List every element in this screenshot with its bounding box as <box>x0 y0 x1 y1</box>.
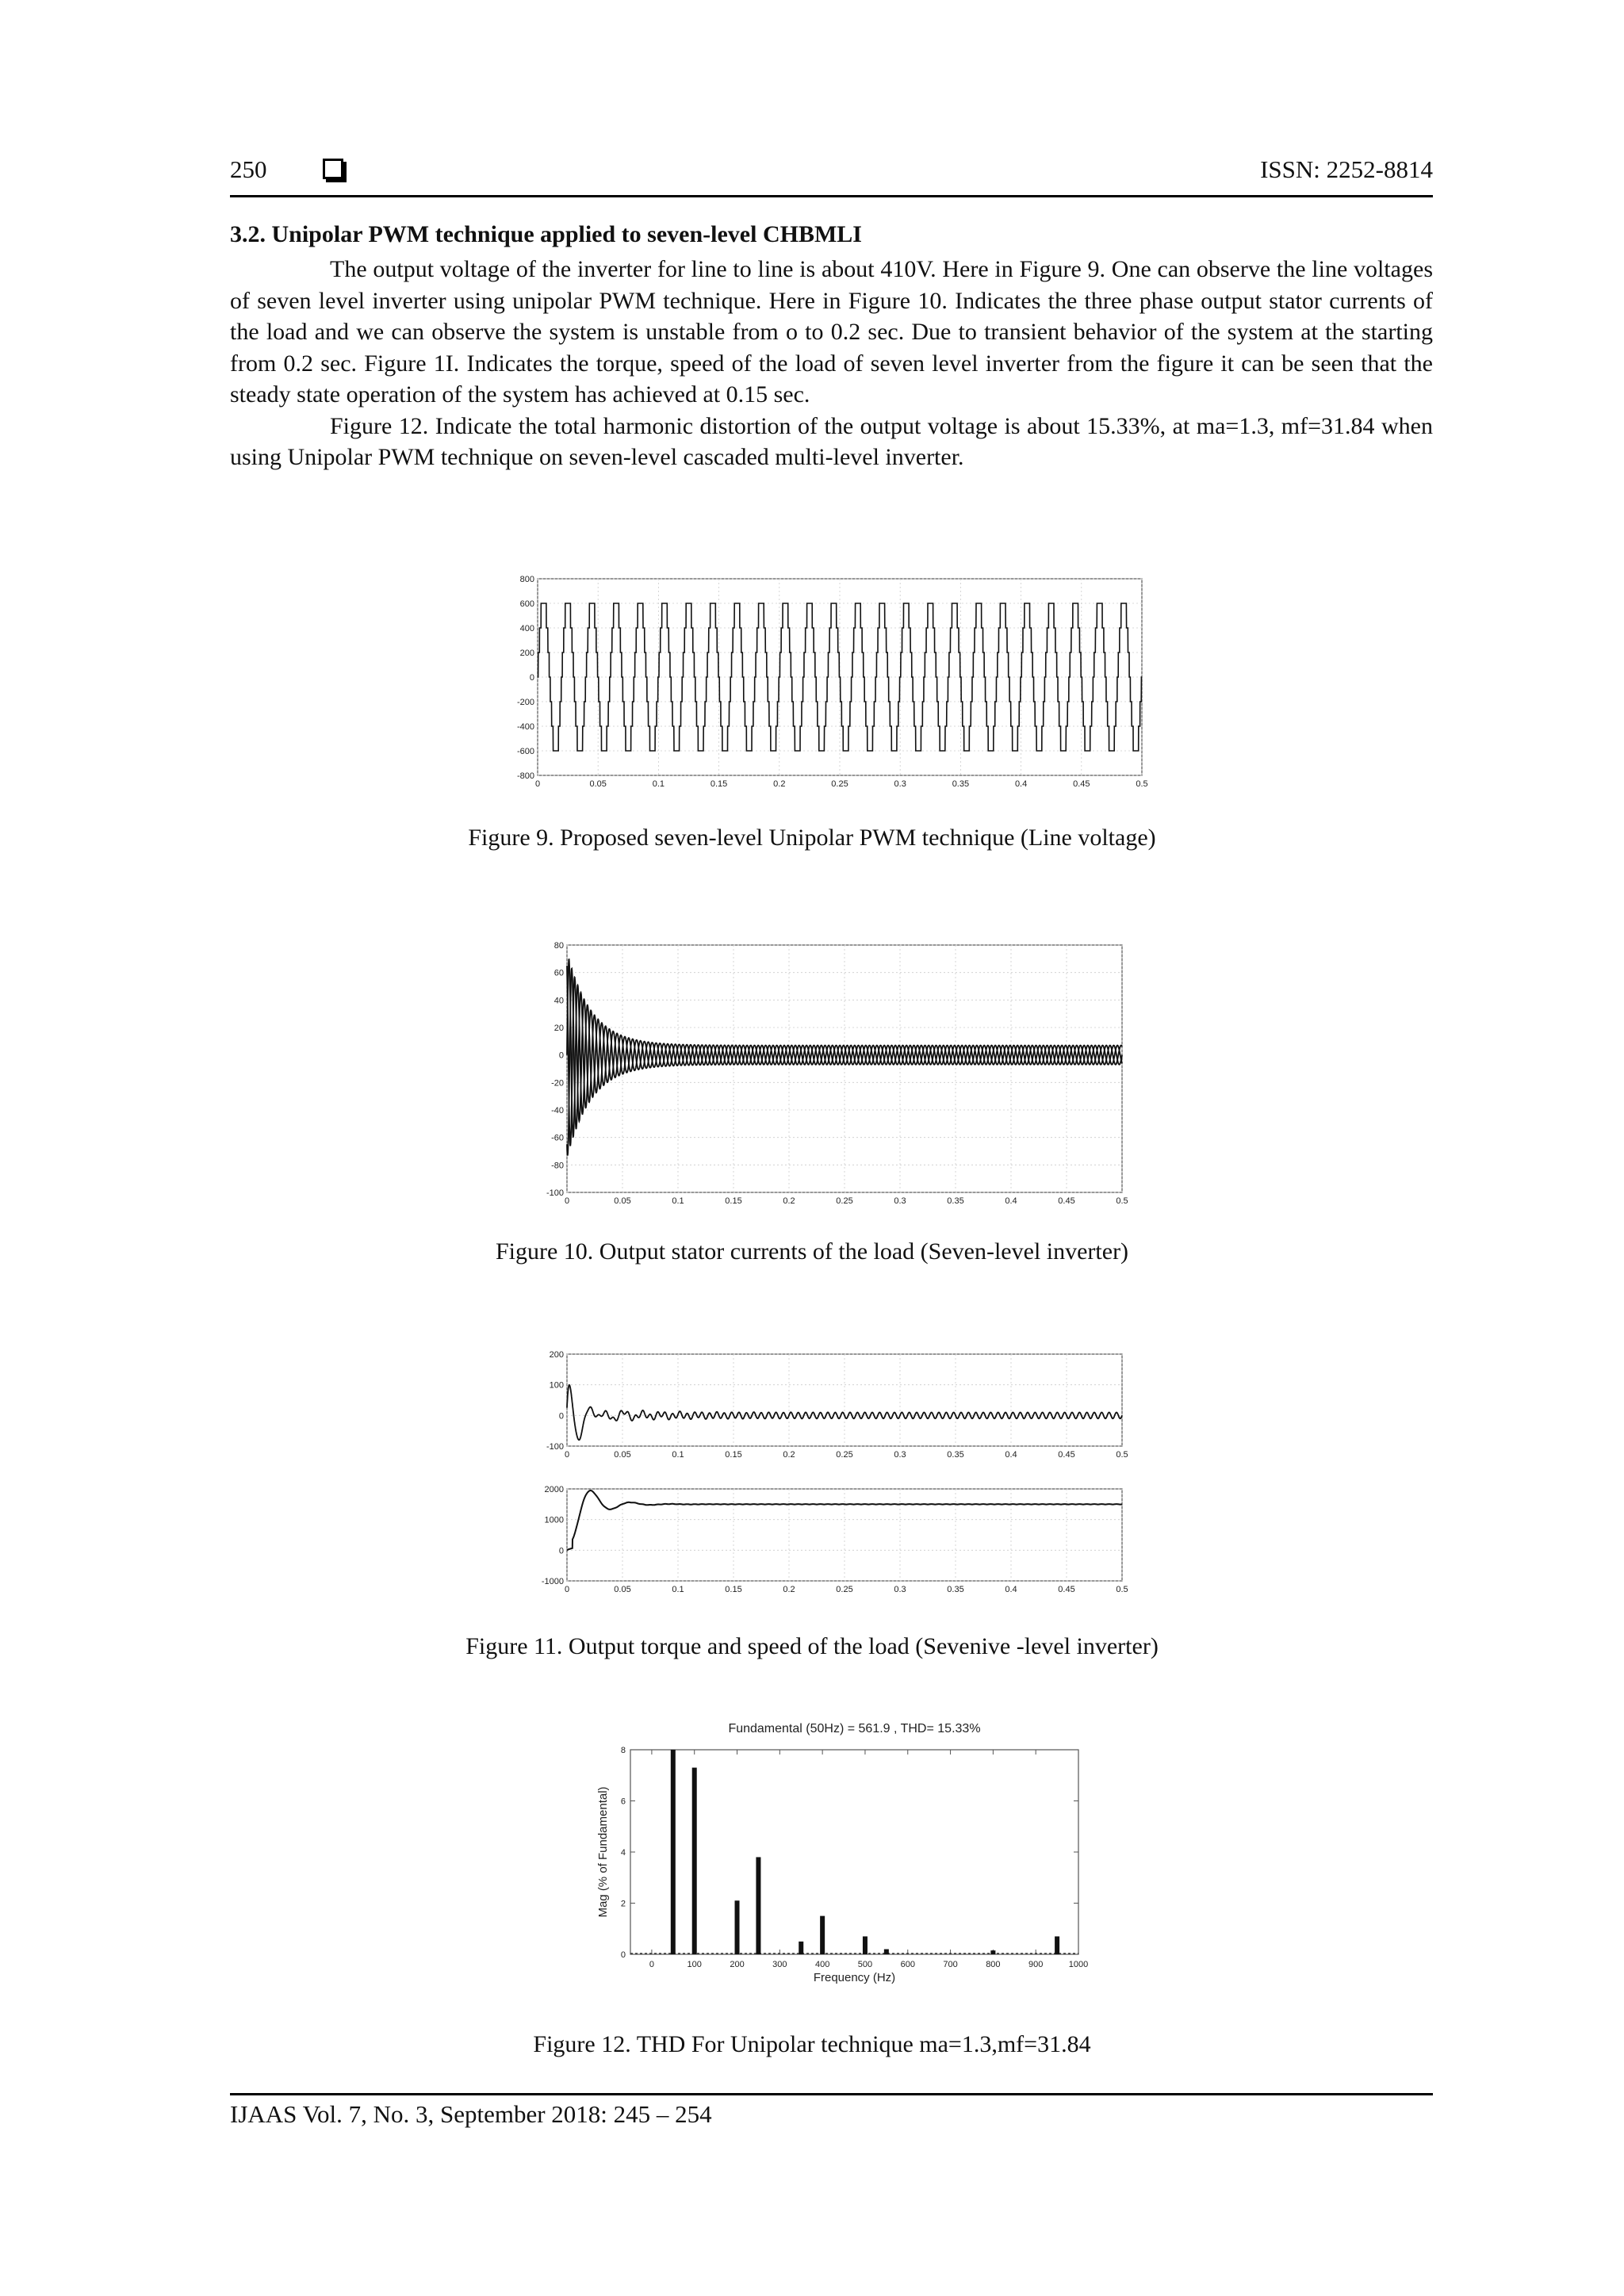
harmonic-bar <box>692 1768 697 1954</box>
issn: ISSN: 2252-8814 <box>1260 155 1433 183</box>
footer-journal-info: IJAAS Vol. 7, No. 3, September 2018: 245 – 254 <box>230 2100 712 2128</box>
y-tick-label: 1000 <box>544 1515 564 1525</box>
y-tick-label: 200 <box>549 1350 564 1360</box>
y-tick-label: 2 <box>620 1899 626 1909</box>
y-axis-label: Mag (% of Fundamental) <box>596 1786 610 1918</box>
harmonic-bar <box>1055 1936 1059 1954</box>
figure-11-speed <box>535 1483 1138 1601</box>
x-tick-label: 500 <box>857 1960 873 1969</box>
x-tick-label: 300 <box>772 1960 787 1969</box>
harmonic-bar <box>820 1916 825 1954</box>
x-tick-label: 0.15 <box>725 1196 742 1206</box>
y-tick-label: 800 <box>519 575 534 584</box>
chart-title: Fundamental (50Hz) = 561.9 , THD= 15.33% <box>728 1722 981 1735</box>
x-tick-label: 0.3 <box>894 1196 906 1206</box>
header-square-icon <box>323 159 343 179</box>
section-3-2 <box>230 219 1433 473</box>
x-tick-label: 0.4 <box>1005 1196 1017 1206</box>
x-tick-label: 600 <box>900 1960 915 1969</box>
x-tick-label: 0.15 <box>710 779 728 789</box>
x-tick-label: 0.25 <box>831 779 848 789</box>
y-tick-label: -800 <box>516 771 534 781</box>
x-tick-label: 0 <box>564 1196 570 1206</box>
x-tick-label: 0.35 <box>947 1585 964 1594</box>
x-tick-label: 0.4 <box>1005 1585 1017 1594</box>
y-tick-label: 8 <box>620 1746 626 1755</box>
x-tick-label: 0.05 <box>614 1196 631 1206</box>
figure-11-torque <box>535 1348 1138 1463</box>
y-tick-label: -100 <box>546 1442 564 1452</box>
y-tick-label: 0 <box>620 1950 626 1960</box>
x-tick-label: 0.15 <box>725 1450 742 1460</box>
figure-10 <box>535 936 1138 1213</box>
page-number: 250 <box>230 155 267 183</box>
y-tick-label: 0 <box>558 1546 564 1556</box>
page-footer <box>230 2093 1433 2129</box>
harmonic-bar <box>735 1900 740 1954</box>
x-tick-label: 0.1 <box>672 1585 684 1594</box>
y-tick-label: 6 <box>620 1797 626 1807</box>
figure-9 <box>508 569 1158 799</box>
figure-12 <box>567 1716 1106 2002</box>
x-tick-label: 0.4 <box>1014 779 1028 789</box>
harmonic-bar <box>756 1857 760 1954</box>
y-tick-label: 80 <box>553 941 564 951</box>
x-tick-label: 0.5 <box>1116 1585 1128 1594</box>
harmonic-bar <box>863 1936 868 1954</box>
x-tick-label: 0.1 <box>672 1196 684 1206</box>
x-tick-label: 0.45 <box>1073 779 1090 789</box>
x-tick-label: 0.3 <box>894 1585 906 1594</box>
y-tick-label: -20 <box>551 1078 564 1089</box>
figure-12-chart <box>567 1716 1106 2002</box>
x-tick-label: 0.35 <box>947 1196 964 1206</box>
x-tick-label: 0.05 <box>614 1450 631 1460</box>
y-tick-label: 40 <box>553 996 564 1006</box>
x-tick-label: 0.2 <box>783 1450 795 1460</box>
figure-10-caption: Figure 10. Output stator currents of the load (Seven-level inverter) <box>495 1238 1129 1265</box>
paragraph-2: Figure 12. Indicate the total harmonic distortion of the output voltage is about 15.33%, at ma=1.3, mf=31.84 when using Unipolar PWM technique on seven-level cascaded multi-level inverter. <box>230 412 1433 470</box>
figure-10-chart <box>535 936 1138 1213</box>
y-tick-label: 100 <box>549 1380 564 1391</box>
y-tick-label: 200 <box>519 649 534 658</box>
figure-11-caption: Figure 11. Output torque and speed of the load (Sevenive -level inverter) <box>465 1633 1159 1659</box>
harmonic-bar <box>884 1950 889 1954</box>
y-tick-label: -100 <box>546 1188 564 1198</box>
x-tick-label: 0 <box>564 1450 570 1460</box>
y-tick-label: -80 <box>551 1161 564 1171</box>
y-tick-label: 20 <box>553 1024 564 1033</box>
x-tick-label: 900 <box>1028 1960 1044 1969</box>
y-tick-label: -1000 <box>541 1577 564 1586</box>
x-tick-label: 0.15 <box>725 1585 742 1594</box>
x-tick-label: 0.1 <box>652 779 665 789</box>
x-tick-label: 0.25 <box>836 1585 853 1594</box>
x-tick-label: 0.45 <box>1058 1585 1075 1594</box>
x-tick-label: 0.45 <box>1058 1196 1075 1206</box>
plot-area <box>630 1750 1078 1954</box>
x-tick-label: 0.5 <box>1116 1450 1128 1460</box>
figure-9-caption: Figure 9. Proposed seven-level Unipolar PWM technique (Line voltage) <box>468 825 1156 851</box>
harmonic-bar <box>671 1750 676 1954</box>
x-tick-label: 200 <box>730 1960 745 1969</box>
y-tick-label: 400 <box>519 624 534 633</box>
y-tick-label: 600 <box>519 599 534 609</box>
x-tick-label: 0 <box>649 1960 654 1969</box>
x-tick-label: 700 <box>943 1960 958 1969</box>
y-tick-label: 0 <box>529 673 534 683</box>
y-tick-label: 0 <box>558 1050 564 1061</box>
section-heading: 3.2. Unipolar PWM technique applied to seven-level CHBMLI <box>230 221 862 247</box>
x-tick-label: 0.4 <box>1005 1450 1017 1460</box>
x-tick-label: 0.2 <box>783 1196 795 1206</box>
plot-area <box>567 1354 1122 1446</box>
y-tick-label: 4 <box>620 1848 626 1858</box>
x-axis-label: Frequency (Hz) <box>813 1971 896 1984</box>
x-tick-label: 0.1 <box>672 1450 684 1460</box>
x-tick-label: 0.2 <box>783 1585 795 1594</box>
y-tick-label: 2000 <box>544 1485 564 1494</box>
figure-11-torque-chart <box>535 1348 1138 1463</box>
x-tick-label: 0 <box>564 1585 570 1594</box>
x-tick-label: 0.25 <box>836 1450 853 1460</box>
harmonic-bar <box>990 1950 995 1954</box>
x-tick-label: 0.5 <box>1136 779 1148 789</box>
y-tick-label: 60 <box>553 968 564 978</box>
y-tick-label: -60 <box>551 1133 564 1143</box>
x-tick-label: 0.05 <box>589 779 607 789</box>
x-tick-label: 0.35 <box>947 1450 964 1460</box>
harmonic-bar <box>799 1942 803 1954</box>
y-tick-label: -400 <box>516 722 534 732</box>
x-tick-label: 0.25 <box>836 1196 853 1206</box>
x-tick-label: 0.45 <box>1058 1450 1075 1460</box>
paragraph-1: The output voltage of the inverter for line to line is about 410V. Here in Figure 9. One can observe the line voltages of seven level inverter using unipolar PWM technique. Here in Figure 10. Indicates the three phase output stator currents of the load and we can observe the system is unstable from o to 0.2 sec. Due to transient behavior of the system at the starting from 0.2 sec. Figure 1I. Indicates the torque, speed of the load of seven level inverter from the figure it can be seen that the steady state operation of the system has achieved at 0.15 sec. <box>230 256 1433 408</box>
x-tick-label: 1000 <box>1068 1960 1089 1969</box>
y-tick-label: 0 <box>558 1411 564 1422</box>
y-tick-label: -600 <box>516 747 534 756</box>
figure-11-speed-chart <box>535 1483 1138 1601</box>
y-tick-label: -200 <box>516 698 534 707</box>
x-tick-label: 400 <box>814 1960 830 1969</box>
page-header <box>230 155 1433 197</box>
y-tick-label: -40 <box>551 1106 564 1115</box>
x-tick-label: 0.35 <box>952 779 970 789</box>
plot-area <box>567 1489 1122 1581</box>
x-tick-label: 100 <box>687 1960 702 1969</box>
x-tick-label: 0.5 <box>1116 1196 1128 1206</box>
figure-9-chart <box>508 569 1158 799</box>
figure-12-caption: Figure 12. THD For Unipolar technique ma=1.3,mf=31.84 <box>533 2031 1091 2057</box>
x-tick-label: 0.3 <box>894 779 906 789</box>
x-tick-label: 800 <box>986 1960 1001 1969</box>
x-tick-label: 0.05 <box>614 1585 631 1594</box>
x-tick-label: 0 <box>534 779 541 789</box>
x-tick-label: 0.3 <box>894 1450 906 1460</box>
x-tick-label: 0.2 <box>773 779 786 789</box>
